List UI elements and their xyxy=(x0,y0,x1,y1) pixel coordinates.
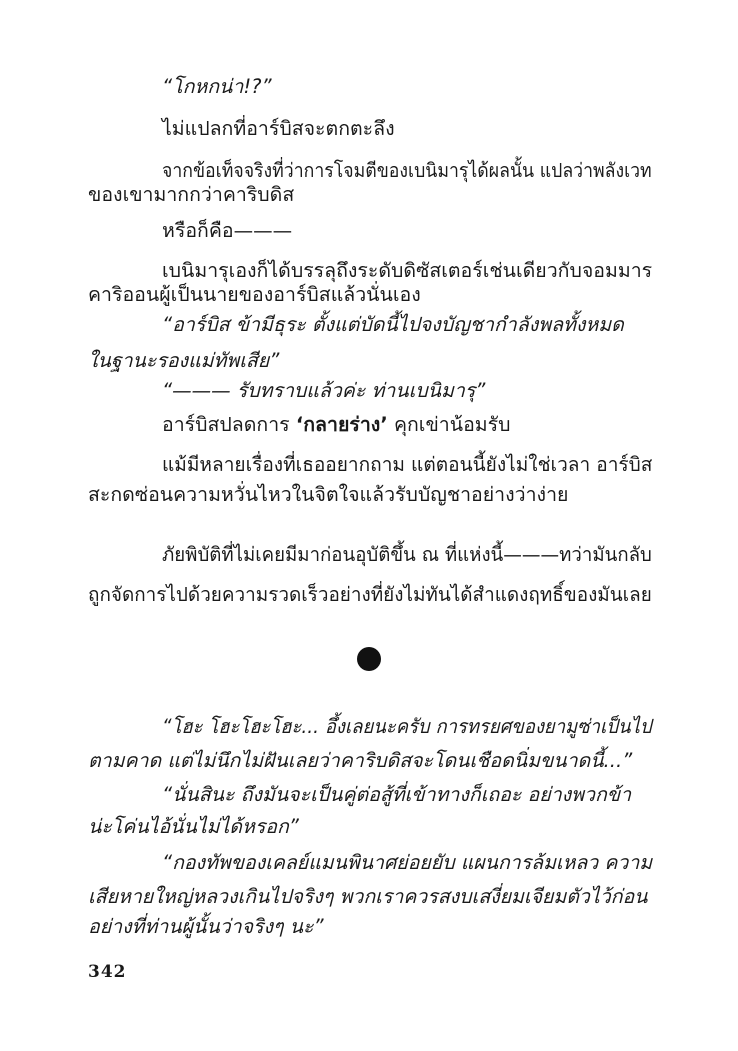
dialogue-line: “——— รับทราบแล้วค่ะ ท่านเบนิมารุ” xyxy=(162,379,486,402)
dialogue-line: น่ะโค่นไอ้นั่นไม่ได้หรอก” xyxy=(88,815,299,838)
bold-term: ‘กลายร่าง’ xyxy=(295,413,388,436)
dialogue-line: “กองทัพของเคลย์แมนพินาศย่อยยับ แผนการล้มเหลว ความ xyxy=(162,851,653,874)
dialogue-line: “นั่นสินะ ถึงมันจะเป็นคู่ต่อสู้ที่เข้าทางก็เถอะ อย่างพวกข้า xyxy=(162,783,632,806)
text-line: ภัยพิบัติที่ไม่เคยมีมาก่อนอุบัติขึ้น ณ ที่แห่งนี้———ทว่ามันกลับ xyxy=(162,543,652,566)
text-line: ถูกจัดการไปด้วยความรวดเร็วอย่างที่ยังไม่ทันได้สำแดงฤทธิ์ของมันเลย xyxy=(88,583,652,606)
dialogue-line: ในฐานะรองแม่ทัพเสีย” xyxy=(88,349,280,372)
scene-break-dot-icon xyxy=(357,647,381,671)
dialogue-line: ตามคาด แต่ไม่นึกไม่ฝันเลยว่าคาริบดิสจะโดนเชือดนิ่มขนาดนี้...” xyxy=(88,749,633,772)
text-line: สะกดซ่อนความหวั่นไหวในจิตใจแล้วรับบัญชาอย่างว่าง่าย xyxy=(88,483,569,506)
dialogue-line: อย่างที่ท่านผู้นั้นว่าจริงๆ นะ” xyxy=(88,915,324,938)
text-line: ของเขามากกว่าคาริบดิส xyxy=(88,183,295,206)
text-segment: อาร์บิสปลดการ xyxy=(162,413,296,436)
text-segment: คุกเข่าน้อมรับ xyxy=(387,413,511,436)
text-line: แม้มีหลายเรื่องที่เธออยากถาม แต่ตอนนี้ยังไม่ใช่เวลา อาร์บิส xyxy=(162,453,653,476)
dialogue-line: เสียหายใหญ่หลวงเกินไปจริงๆ พวกเราควรสงบเสงี่ยมเจียมตัวไว้ก่อน xyxy=(88,885,648,908)
dialogue-line: “อาร์บิส ข้ามีธุระ ตั้งแต่บัดนี้ไปจงบัญชากำลังพลทั้งหมด xyxy=(162,313,624,336)
text-line: เบนิมารุเองก็ได้บรรลุถึงระดับดิซัสเตอร์เช่นเดียวกับจอมมาร xyxy=(162,259,653,282)
dialogue-line: “โกหกน่า!?” xyxy=(162,75,272,98)
text-line: หรือก็คือ——— xyxy=(162,219,293,242)
page-number: 342 xyxy=(88,962,127,982)
text-line: จากข้อเท็จจริงที่ว่าการโจมตีของเบนิมารุได้ผลนั้น แปลว่าพลังเวท xyxy=(162,159,652,182)
text-line: ไม่แปลกที่อาร์บิสจะตกตะลึง xyxy=(162,117,395,140)
text-line: คาริออนผู้เป็นนายของอาร์บิสแล้วนั่นเอง xyxy=(88,283,421,306)
text-line xyxy=(162,410,511,440)
dialogue-line: “โฮะ โฮะโฮะโฮะ... อึ้งเลยนะครับ การทรยศของยามูซ่าเป็นไป xyxy=(162,715,652,738)
